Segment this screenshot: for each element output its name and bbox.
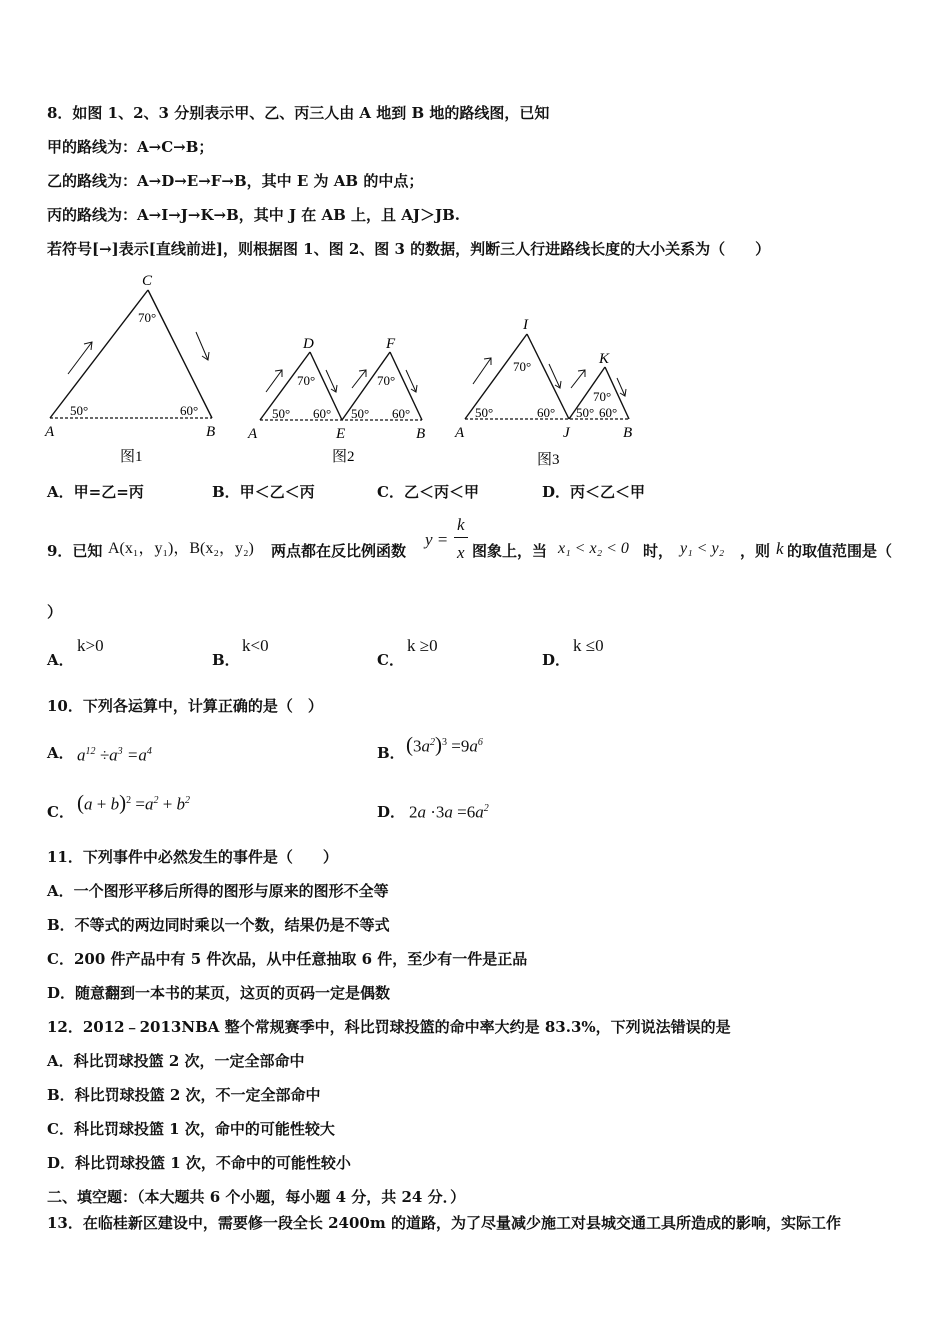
q9-func-y: y = [425,530,449,549]
q10-option-b-formula: $(3a^2)^3 =9a^6$ [406,732,483,757]
fig3-angle-a: 50° [475,405,494,420]
q8-line2: 甲的路线为：A→C→B； [47,138,214,156]
q10-option-b-letter: B． [377,744,405,762]
q8-option-c: C．乙＜丙＜甲 [377,483,479,501]
q12-option-b: B．科比罚球投篮 2 次，不一定全部命中 [47,1086,321,1104]
q9-k: k [776,539,784,558]
q11-option-c: C．200 件产品中有 5 件次品，从中任意抽取 6 件，至少有一件是正品 [47,950,528,968]
fig2-label-a: A [248,426,258,442]
fig1-angle-b: 60° [180,403,199,418]
q9-mid3: 时， [643,542,674,560]
section-2-title: 二、填空题：（本大题共 6 个小题，每小题 4 分，共 24 分．） [47,1188,466,1206]
q9-option-b-value: k<0 [242,636,269,655]
fig2-angle-e2: 50° [351,406,370,421]
fig2-caption: 图2 [332,449,355,465]
q8-line5: 若符号[→]表示[直线前进]，则根据图 1、图 2、图 3 的数据，判断三人行进路线长度的大小关系为（ ） [47,240,771,258]
q9-cond1: x₁ < x₂ < 0 [558,540,629,557]
fig3-label-j: J [563,425,570,441]
q12-option-c: C．科比罚球投篮 1 次，命中的可能性较大 [47,1120,335,1138]
q10-stem: 10．下列各运算中，计算正确的是（ ） [47,697,323,715]
fig3-label-b: B [623,425,633,441]
fig1-label-b: B [206,424,216,440]
q9-option-c-letter: C． [377,651,404,669]
q9-option-b-letter: B． [212,651,240,669]
fig1-label-c: C [142,273,153,289]
fig2-angle-f: 70° [377,373,396,388]
q9-option-c-value: k ≥0 [407,636,438,655]
q9-option-d-value: k ≤0 [573,636,604,655]
q9-suffix: 的取值范围是（ [787,542,893,560]
fig3-caption: 图3 [537,452,560,468]
q8-line3: 乙的路线为：A→D→E→F→B，其中 E 为 AB 的中点； [47,172,424,190]
q9-fraction-bar [454,537,468,538]
q9-option-d-letter: D． [542,651,571,669]
q9-func-num: k [457,515,465,534]
fig3-label-k: K [599,351,610,367]
q9-mid2: 图象上，当 [472,542,548,560]
fig3-label-i: I [523,317,528,333]
q8-line1: 8．如图 1、2、3 分别表示甲、乙、丙三人由 A 地到 B 地的路线图，已知 [47,104,550,122]
fig1-label-a: A [45,424,55,440]
q8-line4: 丙的路线为：A→I→J→K→B，其中 J 在 AB 上，且 AJ＞JB. [47,206,460,224]
q11-option-b: B．不等式的两边同时乘以一个数，结果仍是不等式 [47,916,390,934]
q9-cond2: y₁ < y₂ [680,540,725,557]
fig3-angle-j2: 50° [576,405,595,420]
q8-option-b: B．甲＜乙＜丙 [212,483,315,501]
q10-option-d-formula: $2a \cdot 3a =6a^2$ [409,802,489,822]
q9-mid: 两点都在反比例函数 [271,542,407,560]
q11-stem: 11．下列事件中必然发生的事件是（ ） [47,848,338,866]
q11-option-d: D．随意翻到一本书的某页，这页的页码一定是偶数 [47,984,391,1002]
fig2-angle-e1: 60° [313,406,332,421]
q12-option-a: A．科比罚球投篮 2 次，一定全部命中 [47,1052,305,1070]
q12-stem: 12．2012﹣2013NBA 整个常规赛季中，科比罚球投篮的命中率大约是 83.3%，下列说法错误的是 [47,1018,731,1036]
figure-2 [240,330,440,470]
q9-func-den: x [457,543,465,562]
q10-option-c-formula: $(a + b)^2 =a^2 + b^2$ [77,790,191,815]
fig3-angle-k: 70° [593,389,612,404]
fig2-label-b: B [416,426,426,442]
q8-option-a: A．甲=乙=丙 [47,483,144,501]
figure-3 [445,312,645,472]
fig3-angle-b: 60° [599,405,618,420]
q9-mid4: ，则 [740,542,771,560]
q12-option-d: D．科比罚球投篮 1 次，不命中的可能性较小 [47,1154,351,1172]
fig3-label-a: A [455,425,465,441]
fig2-angle-a: 50° [272,406,291,421]
q11-option-a: A．一个图形平移后所得的图形与原来的图形不全等 [47,882,389,900]
fig3-angle-j1: 60° [537,405,556,420]
fig3-angle-i: 70° [513,359,532,374]
q9-option-a-value: k>0 [77,636,104,655]
q9-prefix: 9．已知 [47,542,103,560]
fig2-angle-d: 70° [297,373,316,388]
fig1-caption: 图1 [120,449,143,465]
q13-stem: 13．在临桂新区建设中，需要修一段全长 2400m 的道路，为了尽量减少施工对县城交通工具所造成的影响，实际工作 [47,1214,841,1232]
fig2-label-e: E [336,426,346,442]
fig2-label-f: F [386,336,396,352]
q10-option-a-letter: A． [47,744,74,762]
q9-option-a-letter: A． [47,651,74,669]
q10-option-d-letter: D． [377,803,406,821]
q10-option-c-letter: C． [47,803,74,821]
fig2-label-d: D [303,336,314,352]
fig1-angle-a: 50° [70,403,89,418]
q8-option-d: D．丙＜乙＜甲 [542,483,646,501]
q10-option-a-formula: $a^{12} \div a^3 =a^4$ [77,745,152,765]
q9-close: ） [47,603,63,621]
fig1-angle-c: 70° [138,310,157,325]
fig2-angle-b: 60° [392,406,411,421]
figure-1 [40,270,230,470]
q9-points: A(x₁，y₁)，B(x₂，y₂) [108,540,254,557]
